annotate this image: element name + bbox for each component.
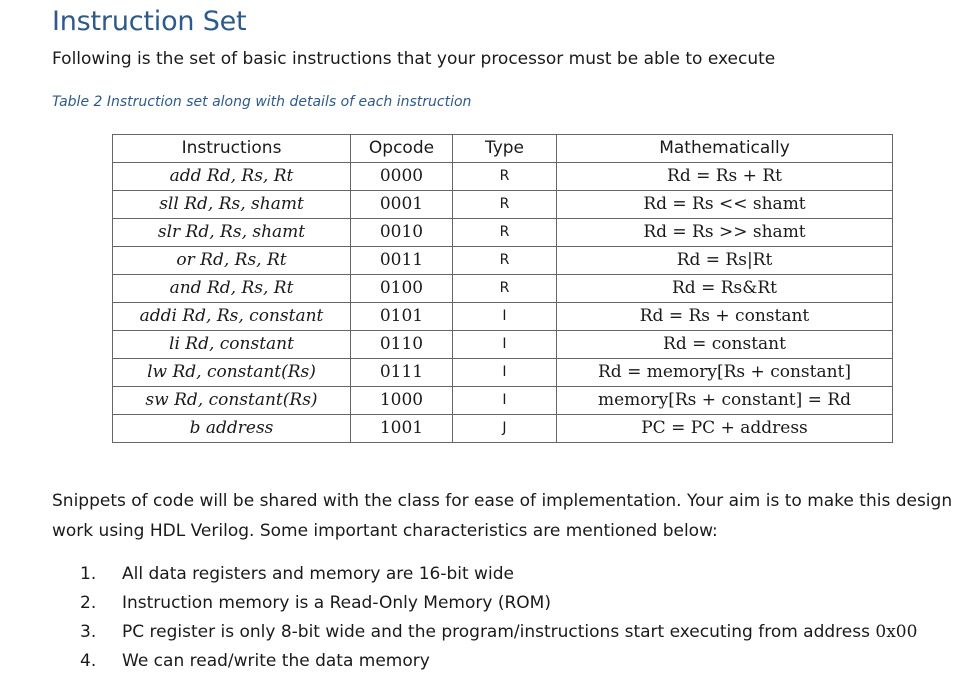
opcode-cell: 0001 [351, 191, 453, 219]
instruction-set-table [112, 134, 893, 443]
list-item [80, 618, 917, 647]
type-cell: R [453, 163, 557, 191]
opcode-cell: 0101 [351, 303, 453, 331]
math-cell: memory[Rs + constant] = Rd [557, 387, 893, 415]
instruction-cell: slr Rd, Rs, shamt [113, 219, 351, 247]
math-cell: Rd = Rs >> shamt [557, 219, 893, 247]
description-paragraph: Snippets of code will be shared with the class for ease of implementation. Your aim is to make this design work using HDL Verilog. Some important characteristics are mentioned below: [52, 491, 953, 541]
list-number: 2. [80, 593, 97, 613]
instruction-cell: li Rd, constant [113, 331, 351, 359]
table-row [113, 163, 893, 191]
type-cell: R [453, 191, 557, 219]
opcode-cell: 1001 [351, 415, 453, 443]
math-cell: Rd = Rs + Rt [557, 163, 893, 191]
instruction-cell: add Rd, Rs, Rt [113, 163, 351, 191]
list-number: 4. [80, 651, 97, 671]
section-heading: Instruction Set [52, 6, 247, 37]
type-cell: I [453, 303, 557, 331]
opcode-cell: 0100 [351, 275, 453, 303]
list-text: We can read/write the data memory [122, 651, 430, 671]
instruction-cell: or Rd, Rs, Rt [113, 247, 351, 275]
table-row [113, 303, 893, 331]
table-row [113, 331, 893, 359]
list-item [80, 560, 917, 589]
type-cell: R [453, 247, 557, 275]
intro-text: Following is the set of basic instructions that your processor must be able to execute [52, 49, 776, 69]
opcode-cell: 0111 [351, 359, 453, 387]
type-cell: I [453, 331, 557, 359]
header-mathematically: Mathematically [557, 135, 893, 163]
table-header-row [113, 135, 893, 163]
table-row [113, 387, 893, 415]
instruction-cell: lw Rd, constant(Rs) [113, 359, 351, 387]
type-cell: I [453, 387, 557, 415]
math-cell: Rd = Rs + constant [557, 303, 893, 331]
opcode-cell: 0000 [351, 163, 453, 191]
list-text: PC register is only 8-bit wide and the program/instructions start executing from address [122, 622, 876, 642]
opcode-cell: 0010 [351, 219, 453, 247]
instruction-cell: b address [113, 415, 351, 443]
table-caption: Table 2 Instruction set along with details of each instruction [52, 94, 472, 110]
type-cell: R [453, 275, 557, 303]
math-cell: Rd = Rs|Rt [557, 247, 893, 275]
table-row [113, 415, 893, 443]
math-cell: Rd = constant [557, 331, 893, 359]
list-text: All data registers and memory are 16-bit wide [122, 564, 514, 584]
type-cell: R [453, 219, 557, 247]
opcode-cell: 1000 [351, 387, 453, 415]
opcode-cell: 0011 [351, 247, 453, 275]
table-row [113, 275, 893, 303]
math-cell: Rd = Rs&Rt [557, 275, 893, 303]
instruction-cell: sll Rd, Rs, shamt [113, 191, 351, 219]
list-number: 1. [80, 564, 97, 584]
type-cell: I [453, 359, 557, 387]
list-item [80, 589, 917, 618]
table-row [113, 359, 893, 387]
header-type: Type [453, 135, 557, 163]
instruction-cell: sw Rd, constant(Rs) [113, 387, 351, 415]
header-opcode: Opcode [351, 135, 453, 163]
math-cell: Rd = memory[Rs + constant] [557, 359, 893, 387]
opcode-cell: 0110 [351, 331, 453, 359]
instruction-cell: and Rd, Rs, Rt [113, 275, 351, 303]
characteristics-list [80, 560, 917, 676]
table-row [113, 191, 893, 219]
math-cell: PC = PC + address [557, 415, 893, 443]
list-text: Instruction memory is a Read-Only Memory (ROM) [122, 593, 551, 613]
list-number: 3. [80, 622, 97, 642]
address-code: 0x00 [875, 622, 918, 642]
table-row [113, 247, 893, 275]
header-instructions: Instructions [113, 135, 351, 163]
table-row [113, 219, 893, 247]
math-cell: Rd = Rs << shamt [557, 191, 893, 219]
instruction-cell: addi Rd, Rs, constant [113, 303, 351, 331]
type-cell: J [453, 415, 557, 443]
